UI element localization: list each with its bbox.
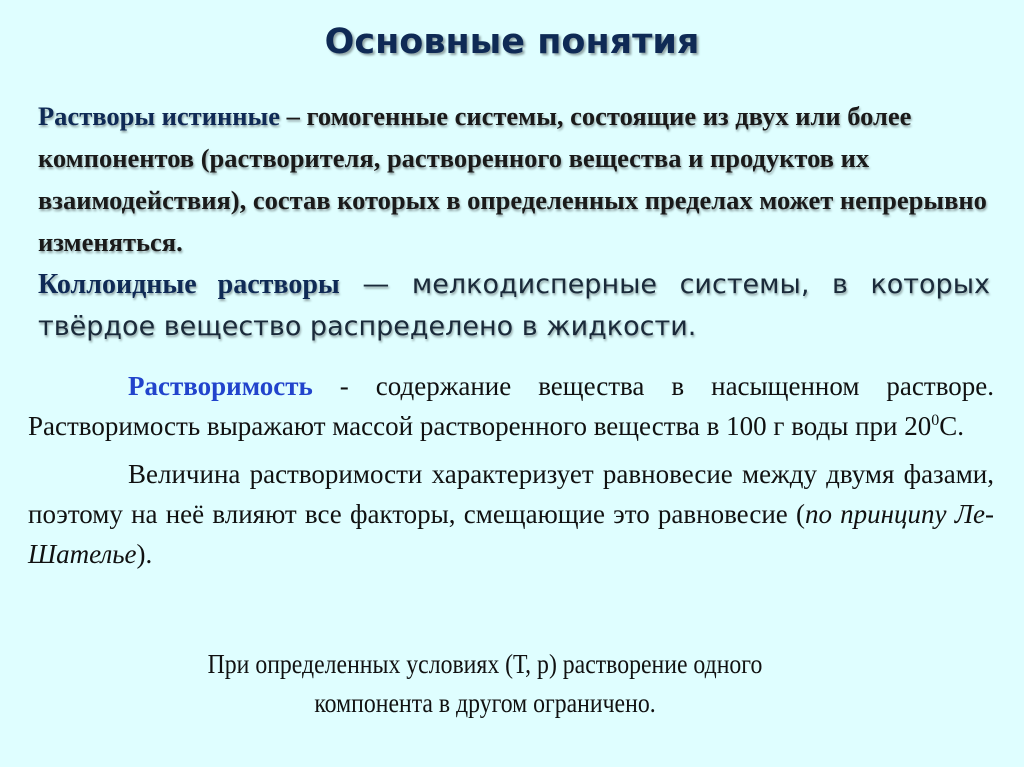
solubility-equilibrium-paragraph — [28, 454, 994, 574]
solubility-term: Растворимость — [128, 371, 313, 401]
equilibrium-text: Величина растворимости характеризует равновесие между двумя фазами, поэтому на неё влияют все факторы, смещающие это равновесие ( — [28, 459, 994, 529]
colloid-solutions-term: Коллоидные растворы — [38, 269, 340, 300]
true-solutions-definition — [38, 95, 998, 263]
true-solutions-text: – гомогенные системы, состоящие из двух или более компонентов (растворителя, растворенного вещества и продуктов их взаимодействия), состав которых в определенных пределах может непрерывно изменяться. — [38, 101, 987, 257]
le-chatelier-principle: по принципу Ле-Шателье — [28, 499, 994, 569]
solubility-text-part2: С. — [939, 411, 965, 441]
solubility-paragraph — [28, 366, 994, 446]
conclusion-line-2: компонента в другом ограничено. — [314, 688, 656, 718]
solubility-text-part1: - содержание вещества в насыщенном растворе. Растворимость выражают массой растворенного вещества в 100 г воды при 20 — [28, 371, 994, 441]
equilibrium-text-end: ). — [136, 539, 153, 569]
true-solutions-term: Растворы истинные — [38, 101, 280, 131]
colloid-solutions-text: — мелкодисперные системы, в которых твёрдое вещество распределено в жидкости. — [38, 269, 990, 342]
conclusion-line-1: При определенных условиях (Т, р) растворение одного — [207, 649, 763, 679]
colloid-solutions-definition — [38, 264, 990, 348]
conclusion-text — [111, 645, 859, 723]
slide-title: Основные понятия — [324, 22, 700, 62]
degree-superscript: 0 — [931, 412, 940, 429]
solubility-section — [28, 366, 994, 574]
